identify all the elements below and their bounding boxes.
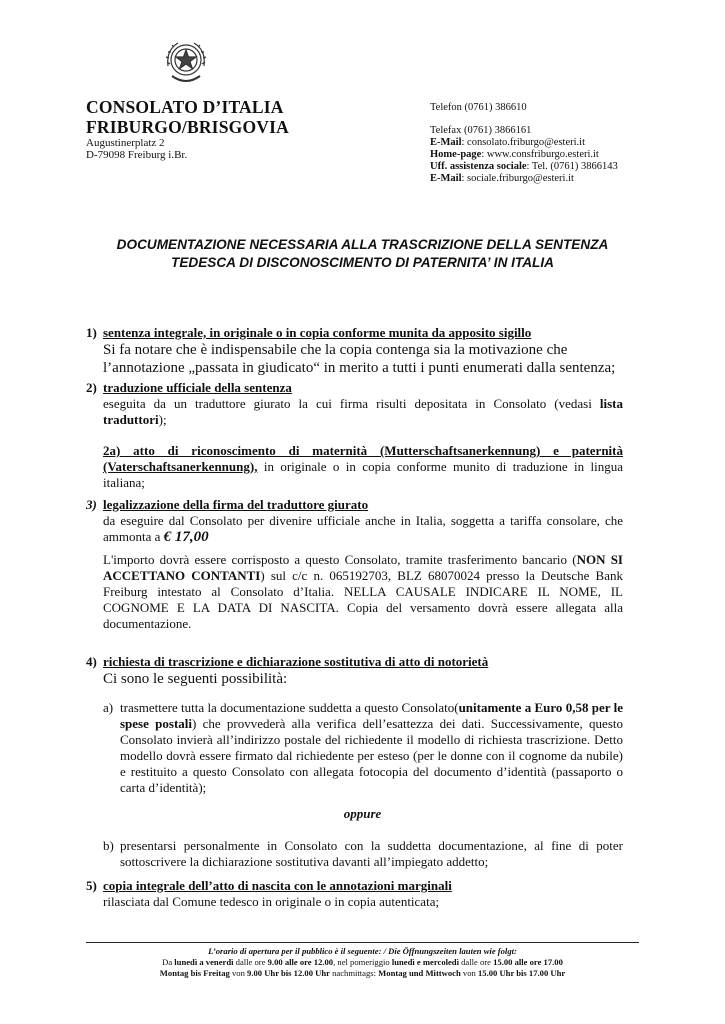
telefax: Telefax (0761) 3866161 xyxy=(430,125,532,136)
social-email: E-Mail: sociale.friburgo@esteri.it xyxy=(430,173,574,184)
opening-hours-footer xyxy=(60,946,665,979)
section-3: 3) legalizzazione della firma del traduttore giurato da eseguire dal Consolato per divenire ufficiale anche in Italia, soggetta a tariffa consolare, che ammonta a € 17,00 L'importo dovrà essere corrisposto a questo Consolato, tramite trasferimento bancario (NON SI ACCETTANO CONTANTI) sul c/c n. 065192703, BLZ 68070024 presso la Deutsche Bank Freiburg intestato al Consolato d’Italia. NELLA CAUSALE INDICARE IL NOME, IL COGNOME E LA DATA DI NASCITA. Copia del versamento dovrà essere allegata alla documentazione. xyxy=(86,497,623,631)
footer-hours-title: L’orario di apertura per il pubblico è il seguente: / Die Öffnungszeiten lauten wie folgt: xyxy=(208,946,517,956)
section-3-payment: L'importo dovrà essere corrisposto a questo Consolato, tramite trasferimento bancario (NON SI ACCETTANO CONTANTI) sul c/c n. 065192703, BLZ 68070024 presso la Deutsche Bank Freiburg intestato al Consolato d’Italia. NELLA CAUSALE INDICARE IL NOME, IL COGNOME E LA DATA DI NASCITA. Copia del versamento dovrà essere allegata alla documentazione. xyxy=(103,552,623,631)
option-a: a) trasmettere tutta la documentazione suddetta a questo Consolato(unitamente a Euro 0,58 per le spese postali) che provvederà alla verifica dell’esattezza dei dati. Successivamente, questo Consolato invierà all’indirizzo postale del richiedente il modello di richiesta trascrizione. Detto modello dovrà essere firmato dal richiedente per esteso (per le donne con il cognome da nubile) e restituito a questo Consolato con allegata fotocopia del documento d’identità (passaporto o carta d’identità); xyxy=(103,700,624,795)
org-name-line2: FRIBURGO/BRISGOVIA xyxy=(86,117,289,137)
email: E-Mail: consolato.friburgo@esteri.it xyxy=(430,137,585,148)
section-4-body: Ci sono le seguenti possibilità: xyxy=(103,671,288,687)
address-line2: D-79098 Freiburg i.Br. xyxy=(86,149,188,161)
section-1-heading: sentenza integrale, in originale o in copia conforme munita da apposito sigillo xyxy=(103,325,532,340)
section-2-heading: traduzione ufficiale della sentenza xyxy=(103,380,292,395)
section-1-body: Si fa notare che è indispensabile che la copia contenga sia la motivazione che l’annotazione „passata in giudicato“ in merito a tutti i punti enumerati dalla sentenza; xyxy=(103,342,616,376)
section-4-heading: richiesta di trascrizione e dichiarazione sostitutiva di atto di notorietà xyxy=(103,654,489,669)
tariff-amount: € 17,00 xyxy=(163,529,209,545)
contact-block xyxy=(430,102,720,185)
address-line1: Augustinerplatz 2 xyxy=(86,137,165,149)
section-2-body: eseguita da un traduttore giurato la cui firma risulti depositata in Consolato (vedasi lista traduttori); xyxy=(103,396,623,427)
section-2: 2) traduzione ufficiale della sentenza eseguita da un traduttore giurato la cui firma risulti depositata in Consolato (vedasi lista traduttori); xyxy=(86,380,623,427)
section-2a-body: 2a) atto di riconoscimento di maternità (Mutterschaftsanerkennung) e paternità (Vaterschaftsanerkennung), in originale o in copia conforme munito di traduzione in lingua italiana; xyxy=(103,443,623,490)
telefon: Telefon (0761) 386610 xyxy=(430,102,527,113)
homepage: Home-page: www.consfriburgo.esteri.it xyxy=(430,149,599,160)
footer-hours-italian: Da lunedì a venerdì dalle ore 9.00 alle ore 12.00, nel pomeriggio lunedì e mercoledì dalle ore 15.00 alle ore 17.00 xyxy=(162,957,563,967)
org-name-line1: CONSOLATO D’ITALIA xyxy=(86,97,284,117)
italian-republic-emblem-icon xyxy=(160,36,212,88)
section-3-body: da eseguire dal Consolato per divenire ufficiale anche in Italia, soggetta a tariffa consolare, che ammonta a € 17,00 xyxy=(103,513,623,545)
document-title: DOCUMENTAZIONE NECESSARIA ALLA TRASCRIZIONE DELLA SENTENZA TEDESCA DI DISCONOSCIMENTO DI PATERNITA’ IN ITALIA xyxy=(116,237,609,270)
section-5-body: rilasciata dal Comune tedesco in originale o in copia autenticata; xyxy=(103,894,440,909)
section-3-heading: legalizzazione della firma del traduttore giurato xyxy=(103,497,369,512)
footer-divider xyxy=(86,942,639,943)
social-office: Uff. assistenza sociale: Tel. (0761) 3866143 xyxy=(430,161,618,172)
section-5: 5) copia integrale dell’atto di nascita con le annotazioni marginali rilasciata dal Comune tedesco in originale o in copia autenticata; xyxy=(86,878,623,910)
section-5-heading: copia integrale dell’atto di nascita con le annotazioni marginali xyxy=(103,878,452,893)
section-4: 4) richiesta di trascrizione e dichiarazione sostitutiva di atto di notorietà Ci sono le seguenti possibilità: xyxy=(86,654,623,688)
section-2a xyxy=(86,443,623,491)
section-1: 1) sentenza integrale, in originale o in copia conforme munita da apposito sigillo Si fa notare che è indispensabile che la copia contenga sia la motivazione che l’annotazione „passata in giudicato“ in merito a tutti i punti enumerati dalla sentenza; xyxy=(86,325,623,377)
oppure-label: oppure xyxy=(343,806,382,821)
option-b: b) presentarsi personalmente in Consolato con la suddetta documentazione, al fine di poter sottoscrivere la dichiarazione sostitutiva davanti all’impiegato addetto; xyxy=(103,838,623,869)
footer-hours-german: Montag bis Freitag von 9.00 Uhr bis 12.00 Uhr nachmittags: Montag und Mittwoch von 15.00 Uhr bis 17.00 Uhr xyxy=(159,968,566,978)
consulate-header xyxy=(86,97,386,161)
